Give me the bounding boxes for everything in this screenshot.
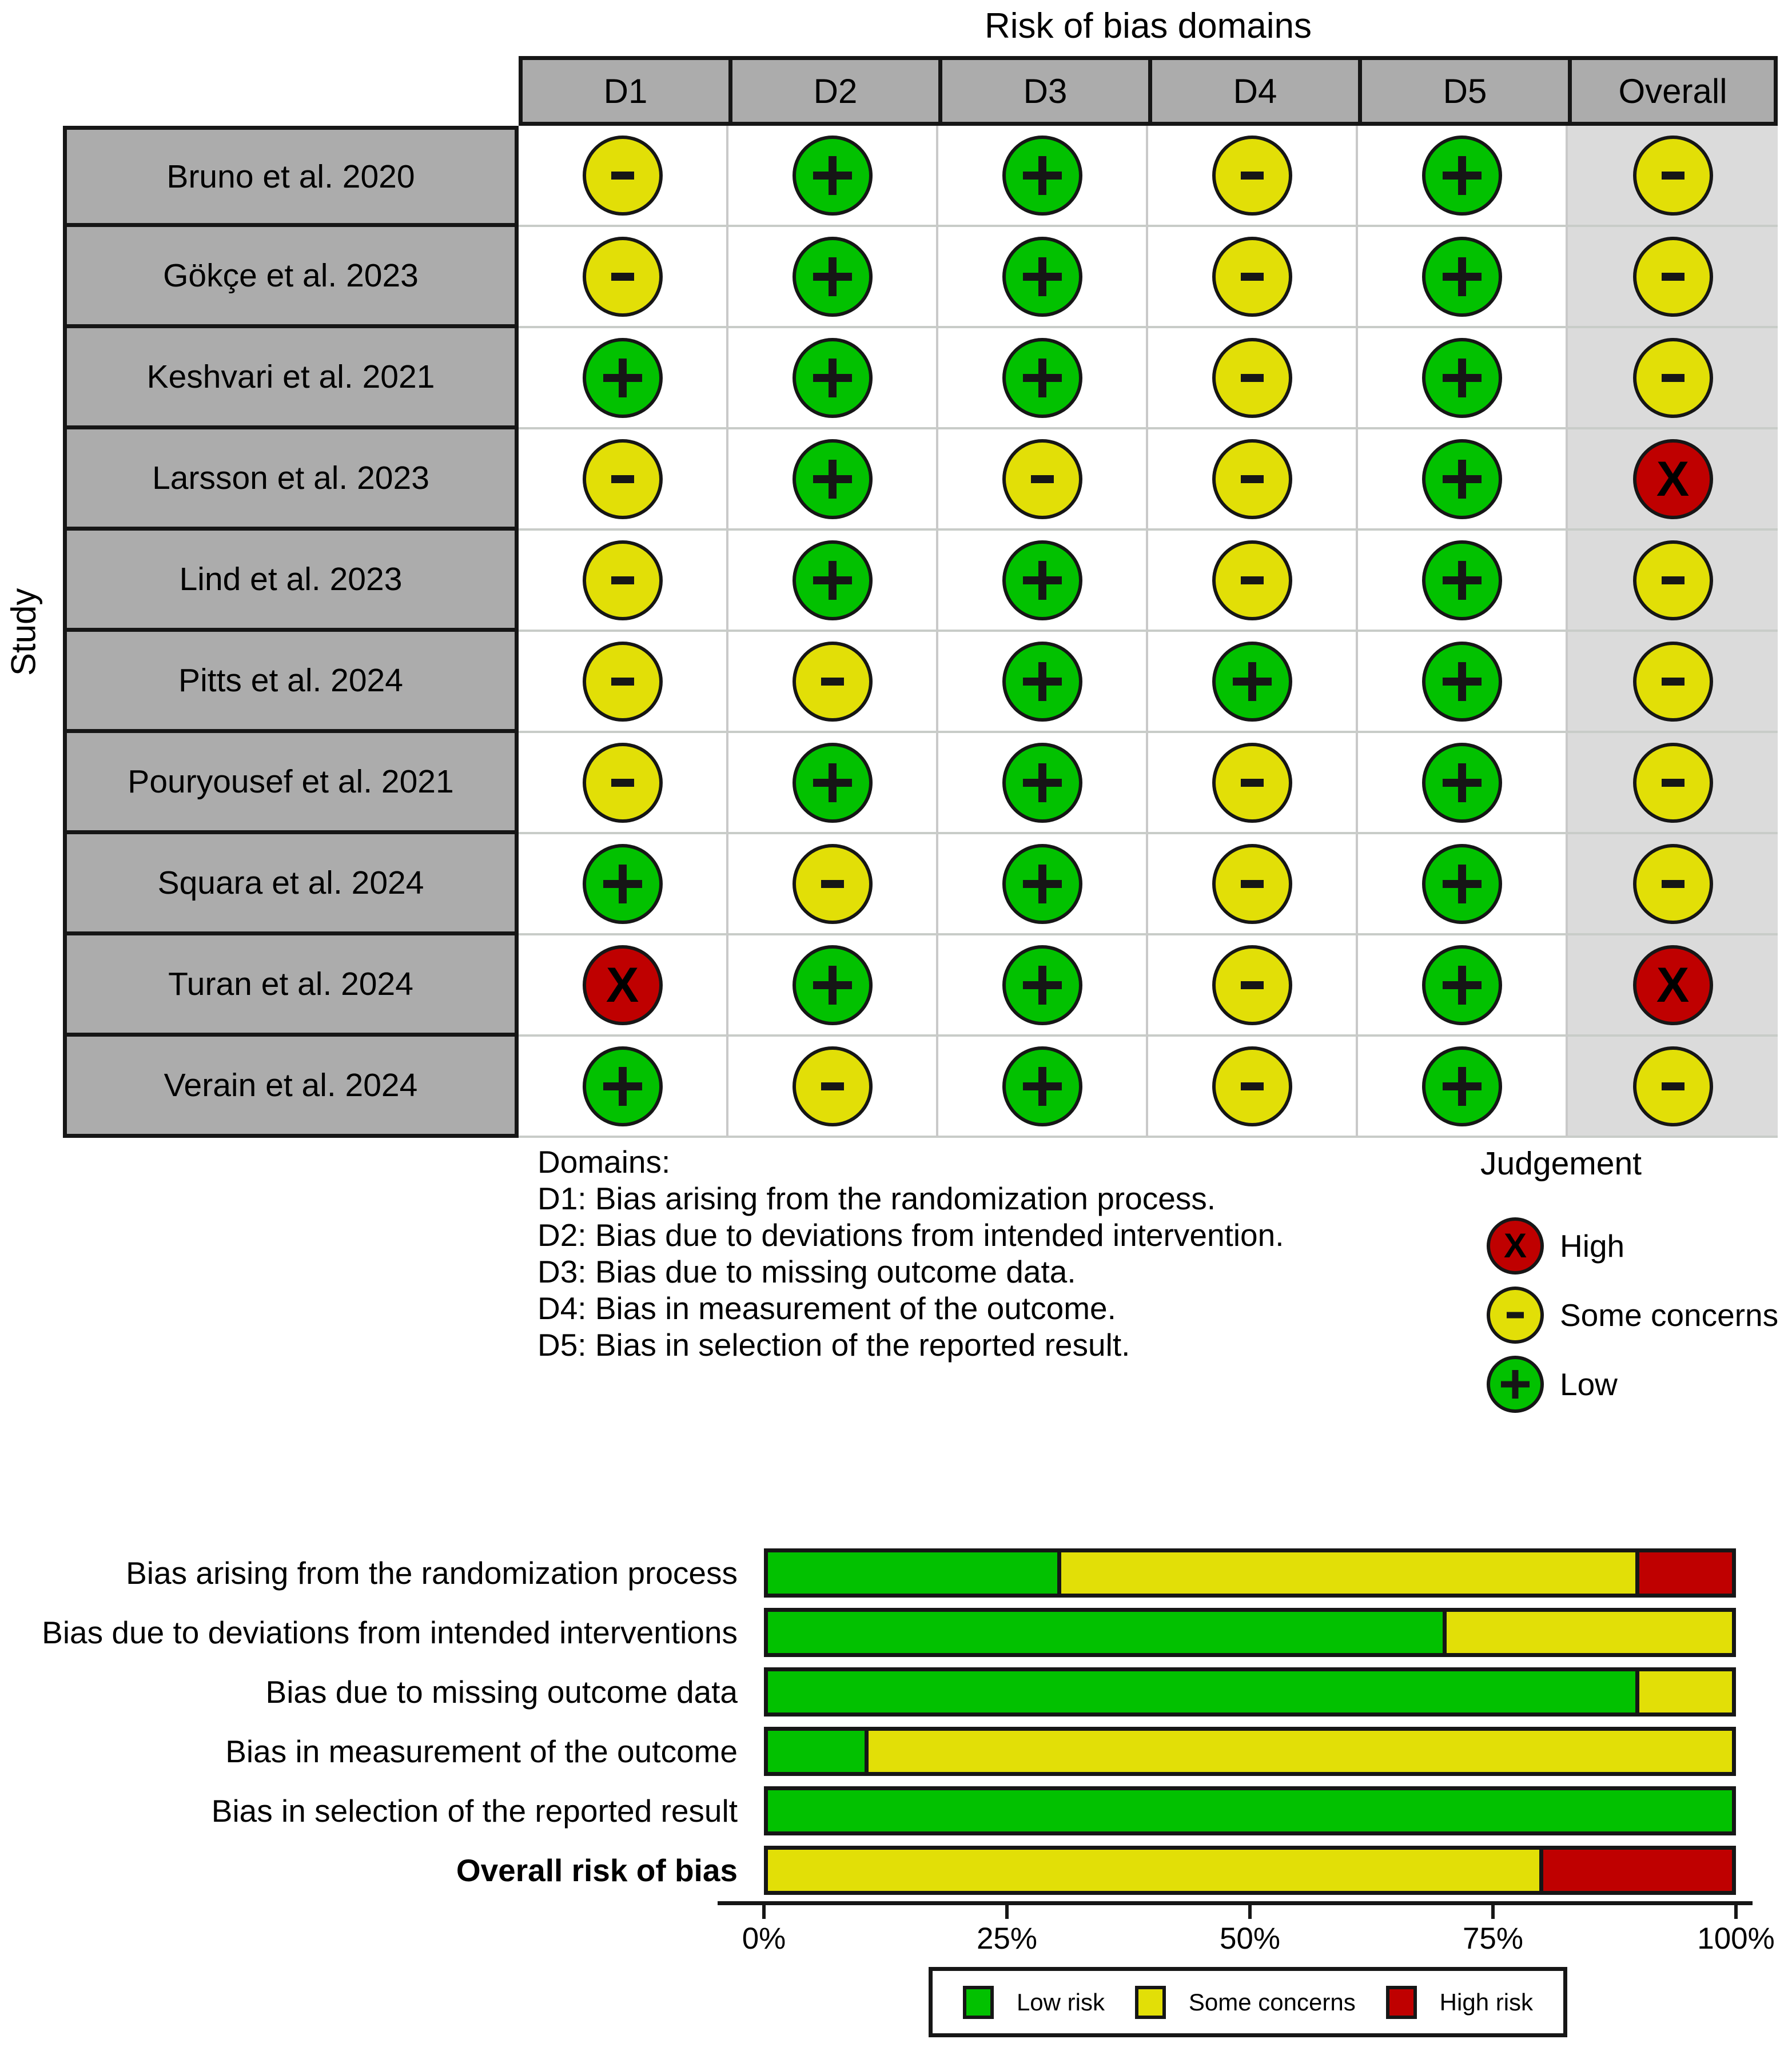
judgement-cell	[1148, 632, 1358, 733]
column-header-d3: D3	[938, 56, 1148, 126]
judgement-cell	[1358, 733, 1568, 834]
judgement-cell	[938, 126, 1148, 227]
judgement-cell	[1148, 227, 1358, 328]
minus-icon	[821, 678, 844, 686]
minus-icon	[1241, 1082, 1264, 1090]
some-risk-circle	[1633, 844, 1713, 924]
judgement-cell	[1568, 227, 1778, 328]
some-risk-circle	[1633, 540, 1713, 620]
plus-icon	[1038, 156, 1046, 195]
plus-icon	[1458, 662, 1466, 701]
judgement-cell	[519, 834, 728, 935]
judgement-cell	[1568, 632, 1778, 733]
plus-icon	[1248, 662, 1256, 701]
plus-icon	[1038, 257, 1046, 296]
judgement-legend-item	[1487, 1217, 1624, 1275]
low-risk-circle	[1002, 642, 1082, 722]
low-segment	[768, 1612, 1443, 1653]
judgement-cell	[728, 126, 938, 227]
chart-row	[0, 1786, 1792, 1835]
axis-tick-label: 0%	[742, 1922, 786, 1956]
some-risk-circle	[1212, 844, 1292, 924]
plus-icon	[829, 763, 837, 802]
judgement-cell	[1358, 834, 1568, 935]
judgement-legend-label: High	[1560, 1228, 1625, 1264]
low-risk-circle	[793, 338, 873, 418]
risk-legend-item	[1135, 1986, 1356, 2019]
some-risk-circle	[1633, 743, 1713, 823]
domains-note-line: D3: Bias due to missing outcome data.	[537, 1254, 1076, 1289]
judgement-cell	[1358, 935, 1568, 1037]
some-risk-circle	[1002, 439, 1082, 519]
judgement-cell	[938, 328, 1148, 429]
some-risk-circle	[1633, 642, 1713, 722]
low-risk-circle	[1422, 237, 1502, 317]
high-risk-circle	[1633, 945, 1713, 1025]
axis-tick-label: 75%	[1462, 1922, 1524, 1956]
chart-category-label: Bias in measurement of the outcome	[225, 1734, 738, 1769]
low-risk-circle	[1422, 844, 1502, 924]
minus-icon	[1241, 981, 1264, 989]
chart-row	[0, 1727, 1792, 1776]
minus-icon	[1241, 172, 1264, 180]
study-row	[63, 126, 1778, 227]
high-risk-circle	[1633, 439, 1713, 519]
judgement-cell	[1568, 328, 1778, 429]
domains-note-line: D2: Bias due to deviations from intended intervention.	[537, 1217, 1284, 1253]
minus-icon	[821, 880, 844, 888]
plus-icon	[1038, 966, 1046, 1005]
judgement-cell	[519, 632, 728, 733]
judgement-cell	[1148, 531, 1358, 632]
axis-tick	[1005, 1905, 1009, 1919]
judgement-cell	[1358, 429, 1568, 531]
low-risk-circle	[1422, 743, 1502, 823]
study-row	[63, 733, 1778, 834]
some-risk-circle	[793, 844, 873, 924]
minus-icon	[611, 273, 634, 281]
some-risk-circle	[583, 439, 663, 519]
stacked-bar	[764, 1727, 1736, 1776]
axis-tick-label: 25%	[976, 1922, 1038, 1956]
study-label: Turan et al. 2024	[63, 935, 519, 1037]
minus-icon	[1662, 880, 1685, 888]
some-risk-circle	[1212, 338, 1292, 418]
domains-note	[537, 1144, 1284, 1363]
judgement-cell	[519, 935, 728, 1037]
judgement-cell	[1358, 227, 1568, 328]
stacked-bar	[764, 1846, 1736, 1895]
minus-icon	[1241, 374, 1264, 382]
some-risk-circle	[583, 743, 663, 823]
judgement-cell	[519, 227, 728, 328]
risk-legend-item	[963, 1986, 1105, 2019]
judgement-cell	[1358, 1037, 1568, 1138]
judgement-cell	[938, 227, 1148, 328]
stacked-bar	[764, 1608, 1736, 1657]
study-row	[63, 328, 1778, 429]
minus-icon	[821, 1082, 844, 1090]
low-risk-circle	[1002, 237, 1082, 317]
judgement-legend-item	[1487, 1356, 1618, 1413]
plus-icon	[1038, 662, 1046, 701]
some-risk-circle	[1212, 743, 1292, 823]
low-risk-circle	[1002, 945, 1082, 1025]
low-risk-circle	[1212, 642, 1292, 722]
minus-icon	[611, 475, 634, 483]
column-header-d4: D4	[1148, 56, 1358, 126]
risk-legend-item	[1386, 1986, 1533, 2019]
low-risk-circle	[1002, 1046, 1082, 1126]
plus-icon	[829, 359, 837, 397]
judgement-cell	[1358, 328, 1568, 429]
judgement-cell	[1568, 531, 1778, 632]
some-risk-circle	[1633, 338, 1713, 418]
axis-tick-label: 100%	[1697, 1922, 1775, 1956]
judgement-cell	[1358, 126, 1568, 227]
domain-header-row	[519, 56, 1778, 126]
minus-icon	[1662, 1082, 1685, 1090]
column-header-d1: D1	[519, 56, 728, 126]
judgement-cell	[519, 1037, 728, 1138]
plus-icon	[1458, 865, 1466, 903]
minus-icon	[611, 576, 634, 584]
judgement-cell	[1568, 733, 1778, 834]
chart-row	[0, 1548, 1792, 1598]
low-risk-circle	[583, 1046, 663, 1126]
domains-note-lines	[537, 1180, 1284, 1363]
minus-icon	[1241, 273, 1264, 281]
low-risk-circle	[1422, 540, 1502, 620]
study-row	[63, 935, 1778, 1037]
x-icon: X	[1656, 957, 1690, 1013]
judgement-cell	[938, 733, 1148, 834]
some-risk-circle	[1212, 945, 1292, 1025]
study-row	[63, 531, 1778, 632]
chart-category-label: Bias in selection of the reported result	[211, 1793, 738, 1829]
low-risk-circle	[1487, 1356, 1544, 1413]
judgement-legend-title: Judgement	[1480, 1145, 1642, 1182]
x-icon: X	[606, 957, 639, 1013]
axis-tick-label: 50%	[1219, 1922, 1281, 1956]
low-risk-circle	[1002, 844, 1082, 924]
axis-tick	[1491, 1905, 1495, 1919]
judgement-cell	[728, 227, 938, 328]
plus-icon	[829, 561, 837, 600]
study-label: Pitts et al. 2024	[63, 632, 519, 733]
chart-category-label: Bias due to deviations from intended interventions	[42, 1615, 738, 1650]
plus-icon	[829, 460, 837, 499]
some-risk-circle	[1212, 136, 1292, 216]
judgement-cell	[728, 935, 938, 1037]
plus-icon	[1512, 1370, 1519, 1399]
study-row	[63, 834, 1778, 935]
risk-legend-label: Some concerns	[1188, 1988, 1356, 2016]
chart-row	[0, 1667, 1792, 1717]
domains-note-heading: Domains:	[537, 1144, 671, 1180]
low-risk-circle	[793, 439, 873, 519]
low-risk-circle	[1002, 136, 1082, 216]
x-axis-line	[718, 1901, 1753, 1905]
study-label: Gökçe et al. 2023	[63, 227, 519, 328]
some-segment	[865, 1731, 1732, 1772]
some-segment	[1635, 1671, 1732, 1713]
low-risk-circle	[1422, 136, 1502, 216]
judgement-legend-label: Low	[1560, 1367, 1618, 1402]
judgement-cell	[728, 429, 938, 531]
chart-category-label: Bias due to missing outcome data	[265, 1674, 738, 1710]
judgement-cell	[1358, 632, 1568, 733]
plus-icon	[1458, 561, 1466, 600]
study-label: Squara et al. 2024	[63, 834, 519, 935]
low-segment	[768, 1731, 865, 1772]
domains-note-line: D1: Bias arising from the randomization process.	[537, 1181, 1216, 1216]
some-risk-circle	[583, 136, 663, 216]
high-risk-swatch	[1386, 1986, 1417, 2019]
low-segment	[768, 1790, 1732, 1831]
some-risk-circle	[793, 1046, 873, 1126]
high-risk-circle	[1487, 1217, 1544, 1275]
some-risk-circle	[1212, 439, 1292, 519]
high-risk-circle	[583, 945, 663, 1025]
axis-tick	[1248, 1905, 1252, 1919]
some-segment	[768, 1850, 1539, 1891]
some-risk-circle	[583, 642, 663, 722]
low-risk-circle	[1002, 540, 1082, 620]
study-label: Bruno et al. 2020	[63, 126, 519, 227]
low-risk-circle	[583, 338, 663, 418]
minus-icon	[1662, 678, 1685, 686]
x-icon: X	[1503, 1226, 1527, 1265]
some-risk-circle	[583, 540, 663, 620]
stacked-bar	[764, 1667, 1736, 1717]
some-risk-circle	[1212, 237, 1292, 317]
plus-icon	[1458, 257, 1466, 296]
minus-icon	[1031, 475, 1054, 483]
judgement-cell	[1568, 935, 1778, 1037]
minus-icon	[1241, 779, 1264, 787]
minus-icon	[1241, 576, 1264, 584]
plus-icon	[1458, 1067, 1466, 1106]
some-risk-circle	[1212, 1046, 1292, 1126]
judgement-legend-label: Some concerns	[1560, 1297, 1779, 1333]
plus-icon	[1458, 156, 1466, 195]
low-risk-circle	[1422, 439, 1502, 519]
plus-icon	[1038, 1067, 1046, 1106]
minus-icon	[1241, 475, 1264, 483]
domains-note-line: D4: Bias in measurement of the outcome.	[537, 1291, 1116, 1326]
study-axis-label: Study	[4, 588, 43, 676]
stacked-bar	[764, 1786, 1736, 1835]
minus-icon	[1662, 172, 1685, 180]
some-segment	[1057, 1552, 1636, 1594]
judgement-cell	[519, 328, 728, 429]
study-row	[63, 632, 1778, 733]
plus-icon	[1038, 561, 1046, 600]
study-label: Lind et al. 2023	[63, 531, 519, 632]
judgement-cell	[519, 531, 728, 632]
judgement-cell	[938, 429, 1148, 531]
study-label: Verain et al. 2024	[63, 1037, 519, 1138]
judgement-cell	[728, 1037, 938, 1138]
low-risk-circle	[793, 945, 873, 1025]
judgement-cell	[728, 328, 938, 429]
study-row	[63, 429, 1778, 531]
risk-legend-label: High risk	[1439, 1988, 1534, 2016]
minus-icon	[611, 678, 634, 686]
study-row	[63, 227, 1778, 328]
judgement-cell	[1568, 1037, 1778, 1138]
some-risk-circle	[1633, 237, 1713, 317]
plus-icon	[1458, 763, 1466, 802]
domains-note-line: D5: Bias in selection of the reported result.	[537, 1327, 1130, 1363]
judgement-cell	[1148, 126, 1358, 227]
low-risk-circle	[793, 743, 873, 823]
low-risk-circle	[793, 136, 873, 216]
judgement-cell	[1568, 126, 1778, 227]
plus-icon	[1038, 763, 1046, 802]
study-row	[63, 1037, 1778, 1138]
minus-icon	[1241, 880, 1264, 888]
judgement-cell	[1568, 834, 1778, 935]
minus-icon	[1507, 1312, 1524, 1319]
low-segment	[768, 1552, 1057, 1594]
judgement-cell	[519, 733, 728, 834]
judgement-cell	[938, 935, 1148, 1037]
plus-icon	[829, 966, 837, 1005]
high-segment	[1539, 1850, 1732, 1891]
plus-icon	[1458, 460, 1466, 499]
judgement-cell	[728, 733, 938, 834]
traffic-light-matrix	[63, 126, 1778, 1138]
plus-icon	[619, 1067, 627, 1106]
some-risk-circle	[1487, 1287, 1544, 1344]
minus-icon	[1662, 779, 1685, 787]
traffic-light-title: Risk of bias domains	[984, 6, 1312, 46]
low-risk-circle	[1422, 1046, 1502, 1126]
judgement-cell	[728, 834, 938, 935]
axis-tick	[762, 1905, 766, 1919]
judgement-cell	[938, 632, 1148, 733]
column-header-overall: Overall	[1568, 56, 1778, 126]
risk-legend-box	[929, 1967, 1567, 2037]
chart-category-label: Bias arising from the randomization process	[126, 1555, 738, 1591]
plus-icon	[619, 865, 627, 903]
judgement-cell	[938, 834, 1148, 935]
low-risk-swatch	[963, 1986, 994, 2019]
judgement-cell	[1148, 834, 1358, 935]
low-risk-circle	[1002, 743, 1082, 823]
chart-row	[0, 1608, 1792, 1657]
plus-icon	[1458, 359, 1466, 397]
some-segment	[1443, 1612, 1732, 1653]
plus-icon	[1038, 359, 1046, 397]
some-risk-circle	[1633, 136, 1713, 216]
chart-row	[0, 1846, 1792, 1895]
column-header-d5: D5	[1358, 56, 1568, 126]
risk-legend-label: Low risk	[1016, 1988, 1105, 2016]
study-label: Keshvari et al. 2021	[63, 328, 519, 429]
low-segment	[768, 1671, 1635, 1713]
judgement-cell	[519, 429, 728, 531]
judgement-cell	[1148, 733, 1358, 834]
low-risk-circle	[583, 844, 663, 924]
study-label: Pouryousef et al. 2021	[63, 733, 519, 834]
column-header-d2: D2	[728, 56, 938, 126]
judgement-cell	[938, 531, 1148, 632]
plus-icon	[1458, 966, 1466, 1005]
some-risk-circle	[1633, 1046, 1713, 1126]
judgement-cell	[1148, 935, 1358, 1037]
minus-icon	[1662, 374, 1685, 382]
minus-icon	[611, 172, 634, 180]
high-segment	[1635, 1552, 1732, 1594]
low-risk-circle	[1422, 945, 1502, 1025]
judgement-cell	[1148, 1037, 1358, 1138]
judgement-cell	[728, 632, 938, 733]
minus-icon	[1662, 576, 1685, 584]
x-icon: X	[1656, 451, 1690, 507]
plus-icon	[829, 257, 837, 296]
judgement-cell	[938, 1037, 1148, 1138]
minus-icon	[1662, 273, 1685, 281]
stacked-bar	[764, 1548, 1736, 1598]
judgement-cell	[1358, 531, 1568, 632]
low-risk-circle	[793, 237, 873, 317]
judgement-cell	[1148, 429, 1358, 531]
judgement-cell	[1568, 429, 1778, 531]
some-risk-circle	[583, 237, 663, 317]
axis-tick	[1734, 1905, 1738, 1919]
some-risk-swatch	[1135, 1986, 1166, 2019]
plus-icon	[1038, 865, 1046, 903]
low-risk-circle	[793, 540, 873, 620]
some-risk-circle	[793, 642, 873, 722]
plus-icon	[829, 156, 837, 195]
chart-category-label: Overall risk of bias	[456, 1853, 738, 1888]
judgement-cell	[728, 531, 938, 632]
low-risk-circle	[1422, 642, 1502, 722]
judgement-cell	[519, 126, 728, 227]
low-risk-circle	[1422, 338, 1502, 418]
minus-icon	[611, 779, 634, 787]
judgement-legend-item	[1487, 1287, 1778, 1344]
low-risk-circle	[1002, 338, 1082, 418]
some-risk-circle	[1212, 540, 1292, 620]
study-label: Larsson et al. 2023	[63, 429, 519, 531]
judgement-cell	[1148, 328, 1358, 429]
plus-icon	[619, 359, 627, 397]
